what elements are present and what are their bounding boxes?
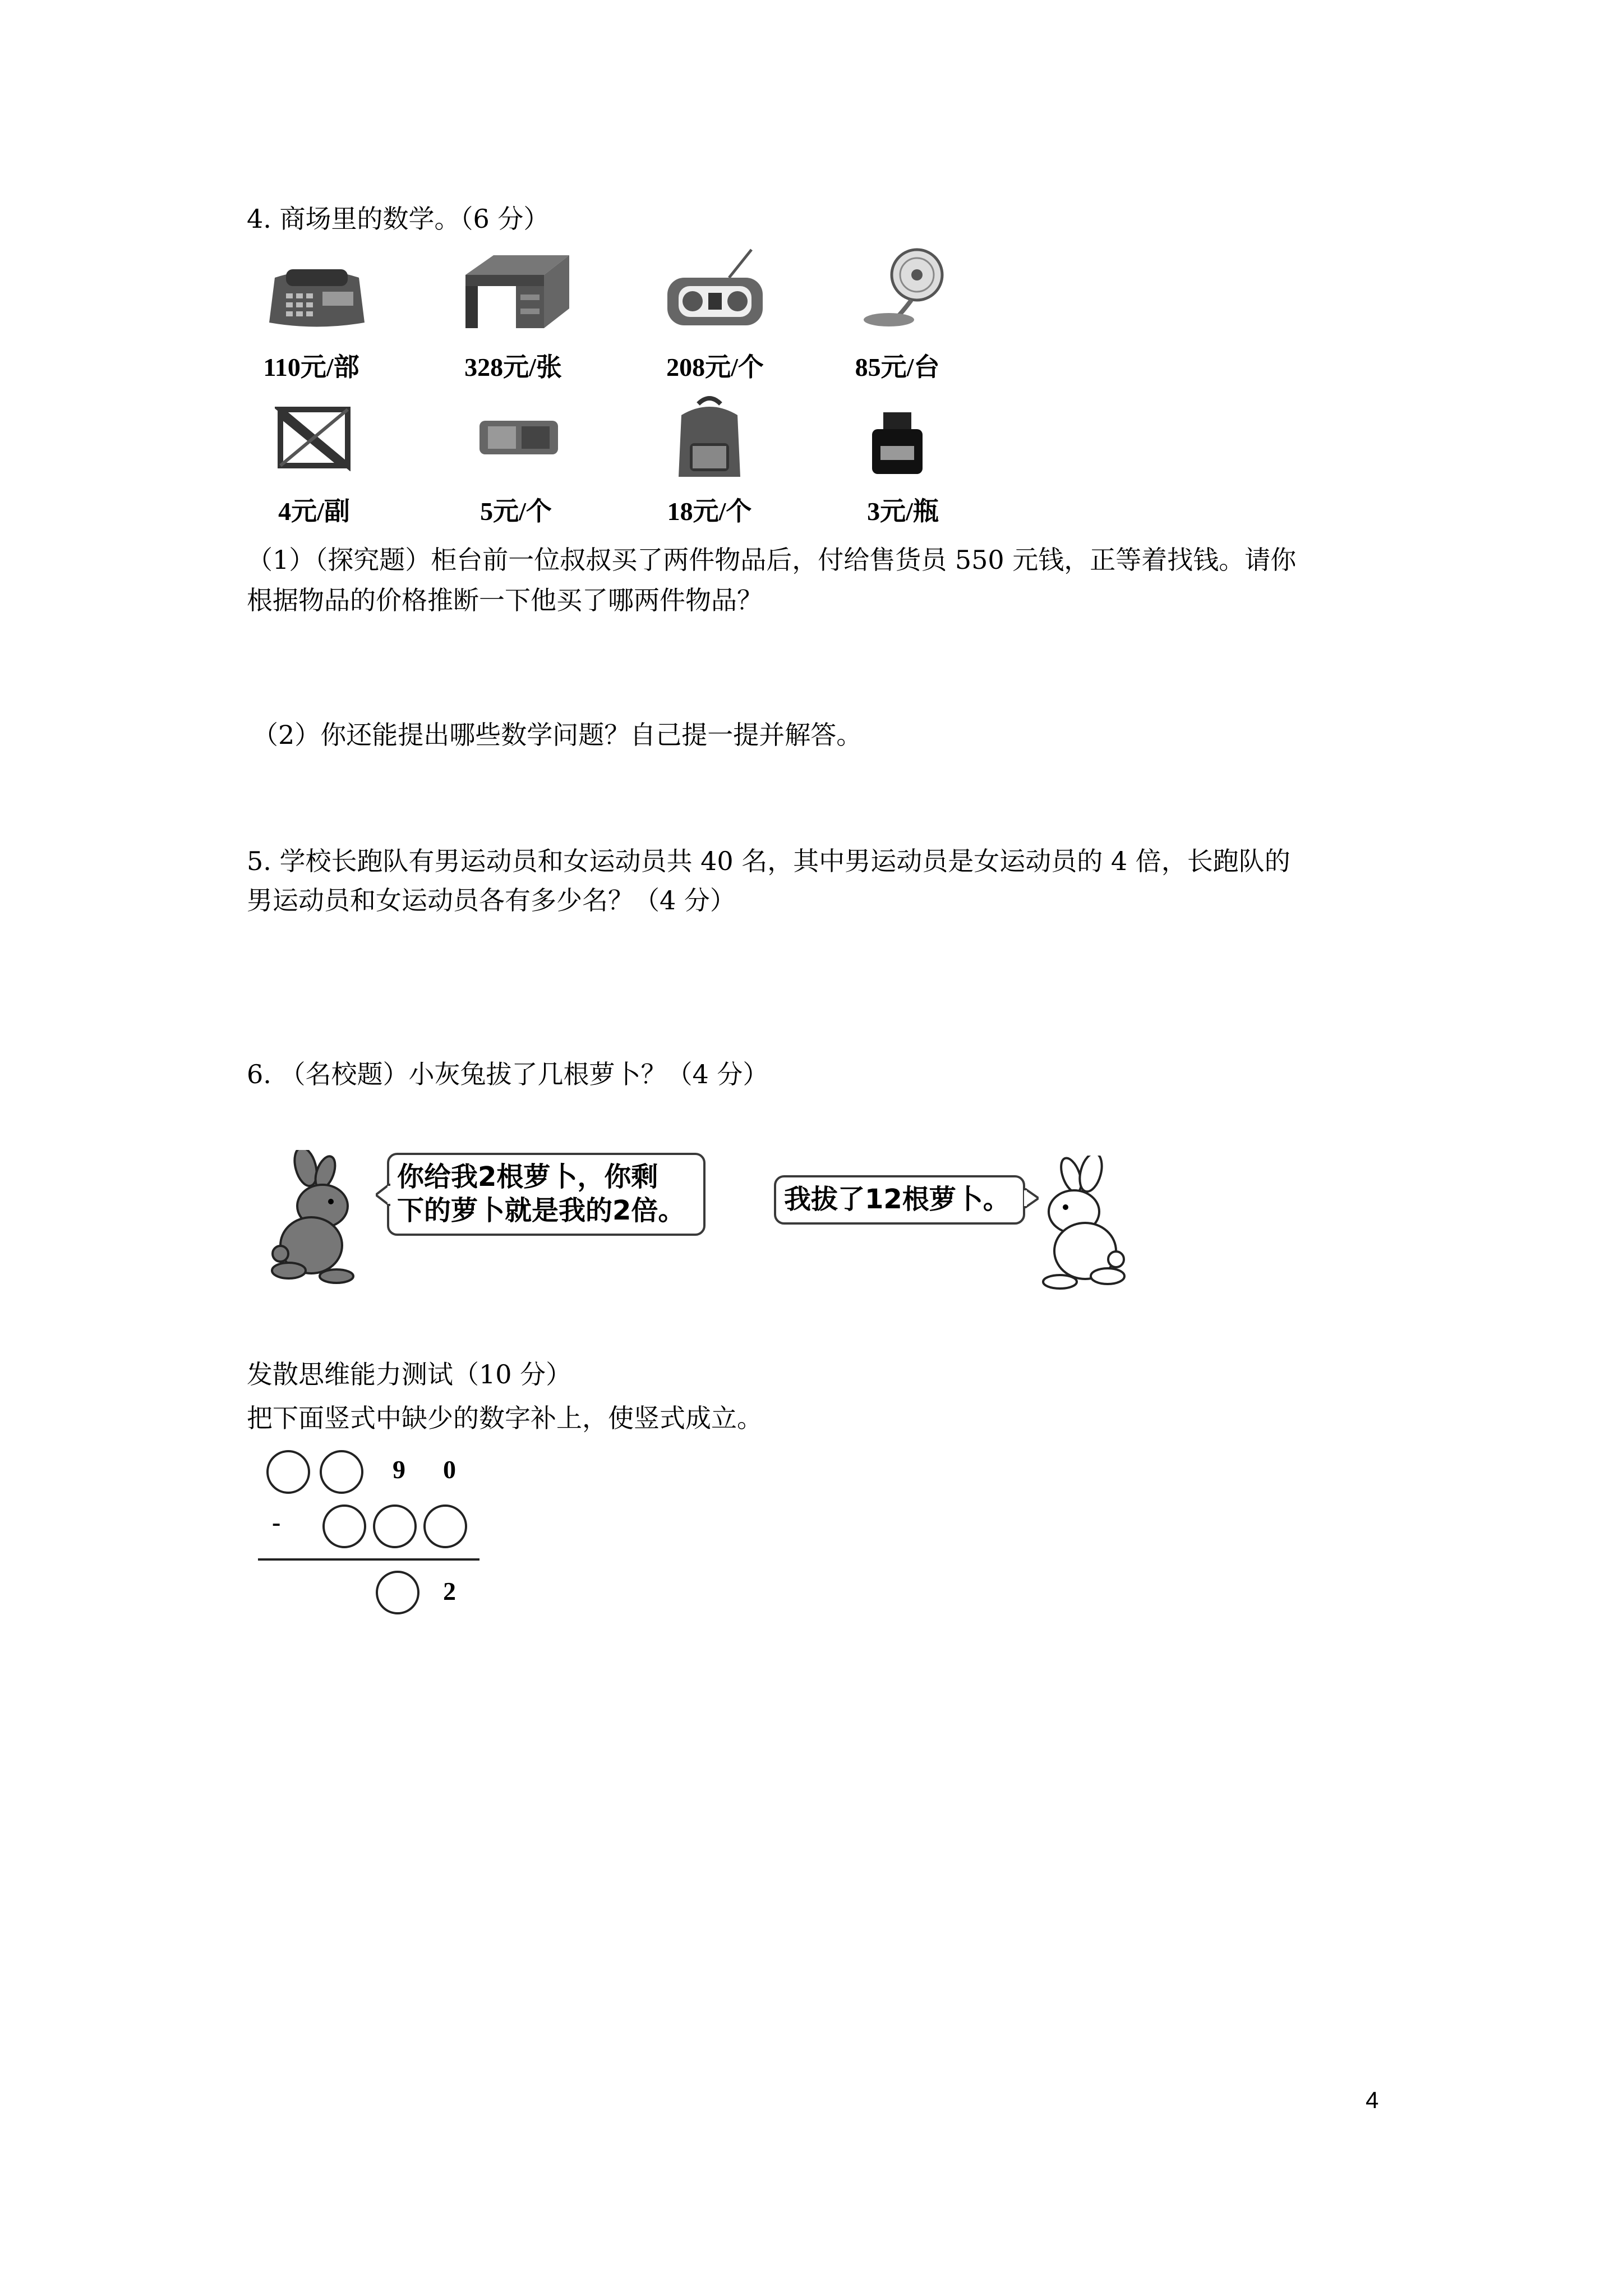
bonus-title: 发散思维能力测试（10 分） <box>247 1359 572 1389</box>
blank-circle[interactable] <box>320 1450 363 1494</box>
price-label: 85元/台 <box>855 353 940 381</box>
blank-circle[interactable] <box>266 1450 310 1494</box>
digit: 9 <box>393 1455 405 1484</box>
bubble-text: 我拔了12根萝卜。 <box>784 1184 1010 1215</box>
pencil-case-icon <box>477 418 561 459</box>
price-label: 3元/瓶 <box>867 497 939 526</box>
page-number: 4 <box>1366 2087 1379 2113</box>
digit: 0 <box>443 1455 456 1484</box>
ink-bottle-icon <box>866 409 928 479</box>
gray-rabbit-icon <box>264 1150 365 1292</box>
q4-sub1-line2: 根据物品的价格推断一下他买了哪两件物品？ <box>247 585 763 615</box>
right-speech-bubble <box>774 1175 1025 1225</box>
triangle-ruler-icon <box>275 404 353 473</box>
price-label: 208元/个 <box>666 353 764 381</box>
radio-icon <box>662 247 768 333</box>
q5-line2: 男运动员和女运动员各有多少名？（4 分） <box>247 885 736 915</box>
blank-circle[interactable] <box>322 1504 366 1548</box>
backpack-icon <box>667 393 751 485</box>
price-label: 110元/部 <box>263 353 359 381</box>
white-rabbit-icon <box>1032 1156 1133 1298</box>
price-label: 4元/副 <box>278 497 350 526</box>
telephone-icon <box>264 261 370 336</box>
desk-icon <box>460 252 572 333</box>
q4-title: 4. 商场里的数学。（6 分） <box>247 204 550 234</box>
fan-icon <box>858 247 953 333</box>
price-label: 18元/个 <box>667 497 752 526</box>
digit: 2 <box>443 1577 456 1605</box>
q6-title: 6. （名校题）小灰兔拔了几根萝卜？（4 分） <box>247 1059 769 1089</box>
minus-sign: - <box>272 1508 281 1536</box>
q5-line1: 5. 学校长跑队有男运动员和女运动员共 40 名，其中男运动员是女运动员的 4 倍，长跑队的 <box>247 846 1290 876</box>
q4-sub2: （2）你还能提出哪些数学问题？自己提一提并解答。 <box>252 720 863 750</box>
left-speech-bubble <box>387 1153 706 1236</box>
price-label: 5元/个 <box>480 497 552 526</box>
blank-circle[interactable] <box>373 1504 417 1548</box>
bubble-tail <box>376 1184 390 1208</box>
q4-sub1-line1: （1）（探究题）柜台前一位叔叔买了两件物品后，付给售货员 550 元钱，正等着找钱。请你 <box>247 545 1297 575</box>
blank-circle[interactable] <box>376 1571 419 1614</box>
bubble-text: 下的萝卜就是我的2倍。 <box>397 1195 685 1226</box>
bubble-text: 你给我2根萝卜，你剩 <box>397 1161 658 1193</box>
blank-circle[interactable] <box>423 1504 467 1548</box>
bonus-instruction: 把下面竖式中缺少的数字补上，使竖式成立。 <box>247 1403 763 1433</box>
sum-line <box>258 1558 479 1561</box>
price-label: 328元/张 <box>464 353 562 381</box>
